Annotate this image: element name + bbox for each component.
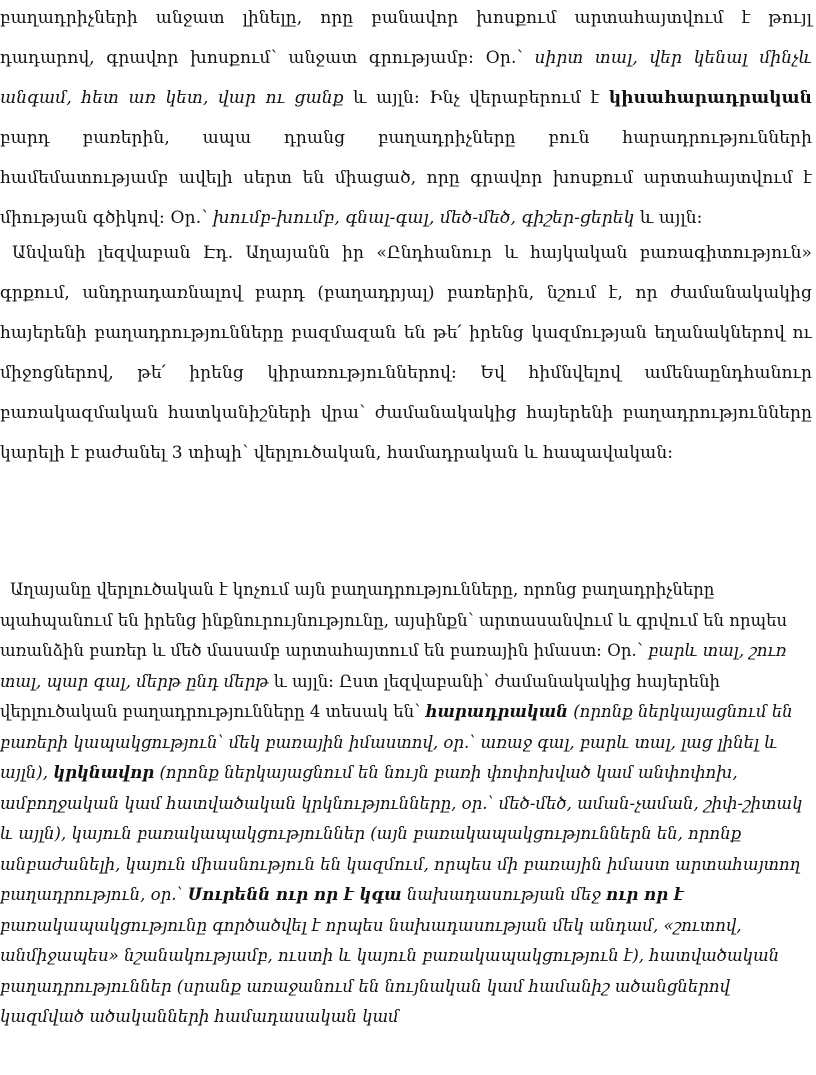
text-segment: բարդ բառերին, ապա դրանց բաղադրիչները բուն հարադրությունների համեմատությամբ ավելի սերտ են միացած, որը գրավոր խոսքում արտահայտվում է միության գծիկով։ Օր.՝ — [0, 128, 812, 228]
text-segment: և այլն։ Ինչ վերաբերում է — [343, 88, 609, 108]
italic-text-segment: (որոնք ներկայացնում են բառերի կապակցություն՝ մեկ բառային իմաստով, օր.՝ առաջ գալ, բարև տալ, լաց լինել և այլն), — [0, 702, 793, 782]
italic-text-segment: նախադասության մեջ — [401, 885, 607, 904]
italic-text-segment: սիրտ տալ, վեր կենալ մինչև անգամ, հետ առ կետ, վար ու ցանք — [0, 48, 812, 108]
bold-text-segment: կիսահարադրական — [608, 88, 812, 108]
paragraph-2 — [0, 233, 812, 473]
bold-italic-text-segment: Սուրենն ուր որ է կգա — [187, 885, 402, 904]
text-segment: բաղադրիչների անջատ լինելը, որը բանավոր խոսքում արտահայտվում է թույլ դադարով, գրավոր խոսքում՝ անջատ գրությամբ։ Օր.՝ — [0, 8, 812, 68]
text-segment: և այլն։ — [634, 208, 703, 228]
text-segment: և այլն։ Ըստ լեզվաբանի՝ ժամանակակից հայերենի վերլուծական բաղադրությունները 4 տեսակ են՝ — [0, 671, 720, 721]
italic-text-segment: խումբ-խումբ, գնալ-գալ, մեծ-մեծ, գիշեր-ցերեկ — [213, 208, 635, 228]
bold-italic-text-segment: ուր որ է — [606, 885, 684, 904]
italic-text-segment: (որոնք ներկայացնում են նույն բառի փոփոխված կամ անփոփոխ, ամբողջական կամ հատվածական կրկնությունները, օր.՝ մեծ-մեծ, աման-չաման, շիփ-շիտակ և այլն), կայուն բառակապակցություններ (այն բառակապակցություններն են, որոնք անբաժանելի, կայուն միասնություն են կազմում, որպես մի բառային իմաստ արտահայտող բաղադրություն, օր.՝ — [0, 763, 803, 904]
paragraph-1 — [0, 0, 812, 238]
italic-text-segment: բարև տալ, շուռ տալ, պար գալ, մերթ ընդ մերթ — [0, 641, 787, 691]
bold-italic-text-segment: կրկնավոր — [53, 763, 155, 782]
paragraph-3 — [0, 575, 806, 1033]
text-segment: Աղայանը վերլուծական է կոչում այն բաղադրությունները, որոնց բաղադրիչները պահպանում են իրենց ինքնուրույնությունը, այսինքն՝ արտասանվում և գրվում են որպես առանձին բառեր և մեծ մասամբ արտահայտում են բառային իմաստ։ Օր.՝ — [0, 580, 788, 660]
text-segment: Անվանի լեզվաբան Էդ. Աղայանն իր «Ընդհանուր և հայկական բառագիտություն» գրքում, անդրադառնալով բարդ (բաղադրյալ) բառերին, նշում է, որ ժամանակակից հայերենի բաղադրությունները բազմազան են թե՛ իրենց կազմության եղանակներով ու միջոցներով, թե՛ իրենց կիրառություններով։ Եվ հիմնվելով ամենաընդհանուր բառակազմական հատկանիշների վրա՝ ժամանակակից հայերենի բաղադրությունները կարելի է բաժանել 3 տիպի՝ վերլուծական, համադրական և հապավական։ — [0, 243, 812, 463]
bold-italic-text-segment: հարադրական — [425, 702, 568, 721]
italic-text-segment: բառակապակցությունը գործածվել է որպես նախադասության մեկ անդամ, «շուտով, անմիջապես» նշանակությամբ, ուստի և կայուն բառակապակցություն է), հատվածական բաղադրություններ (սրանք առաջանում են նույնական կամ համանիշ ածանցներով կազմված ածականների համադասական կամ — [0, 915, 780, 1026]
